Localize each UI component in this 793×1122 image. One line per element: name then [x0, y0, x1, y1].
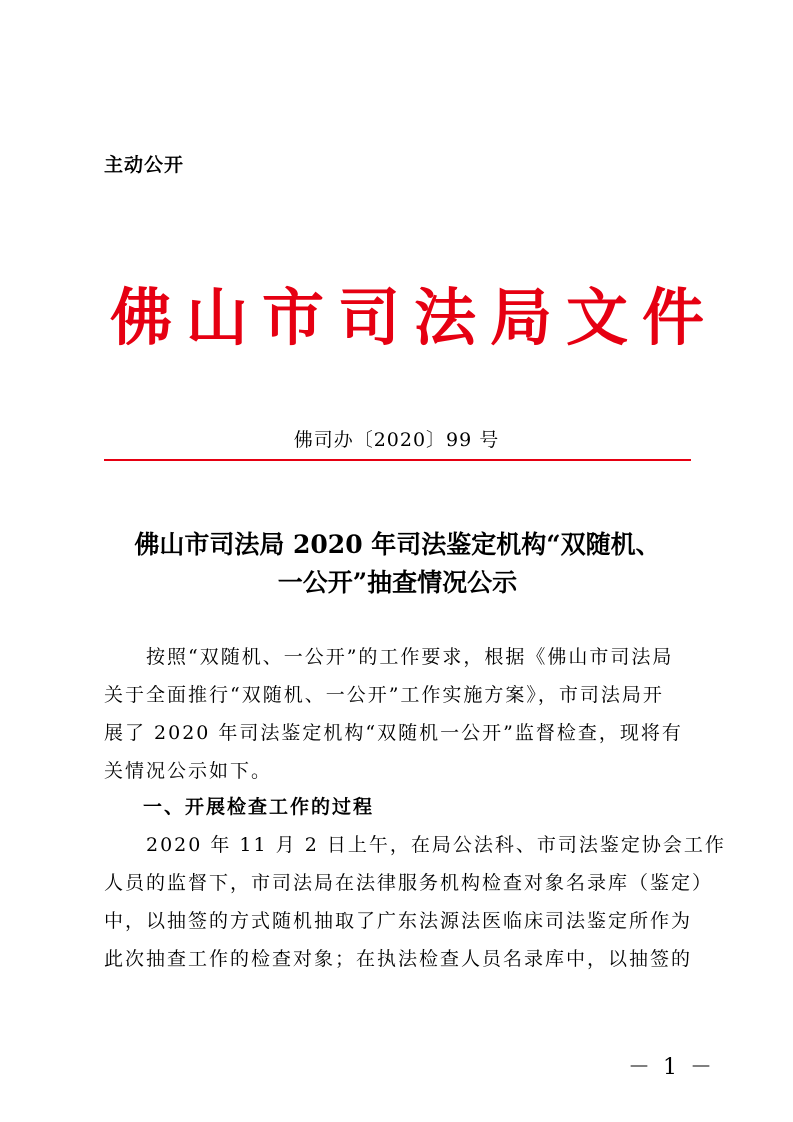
- document-number: 佛司办〔2020〕99 号: [293, 429, 500, 451]
- intro-line-3: 展了 2020 年司法鉴定机构“双随机一公开”监督检查，现将有: [104, 722, 683, 744]
- document-title-line-2: 一公开”抽查情况公示: [277, 568, 518, 597]
- intro-line-1: 按照“双随机、一公开”的工作要求，根据《佛山市司法局: [104, 646, 674, 668]
- section-line-3: 中，以抽签的方式随机抽取了广东法源法医临床司法鉴定所作为: [104, 910, 693, 932]
- section-heading: 一、开展检查工作的过程: [143, 796, 375, 818]
- section-line-4: 此次抽查工作的检查对象；在执法检查人员名录库中，以抽签的: [104, 948, 693, 970]
- section-line-2: 人员的监督下，市司法局在法律服务机构检查对象名录库（鉴定）: [104, 872, 714, 894]
- intro-line-2: 关于全面推行“双随机、一公开”工作实施方案》，市司法局开: [104, 684, 664, 706]
- page-number: － 1 －: [628, 1055, 715, 1080]
- intro-line-4: 关情况公示如下。: [104, 760, 273, 782]
- red-divider-line: [104, 459, 691, 461]
- section-line-1: 2020 年 11 月 2 日上午，在局公法科、市司法鉴定协会工作: [104, 834, 726, 856]
- disclosure-label: 主动公开: [104, 154, 185, 176]
- document-masthead: 佛山市司法局文件: [110, 281, 719, 354]
- document-title-line-1: 佛山市司法局 2020 年司法鉴定机构“双随机、: [134, 530, 661, 559]
